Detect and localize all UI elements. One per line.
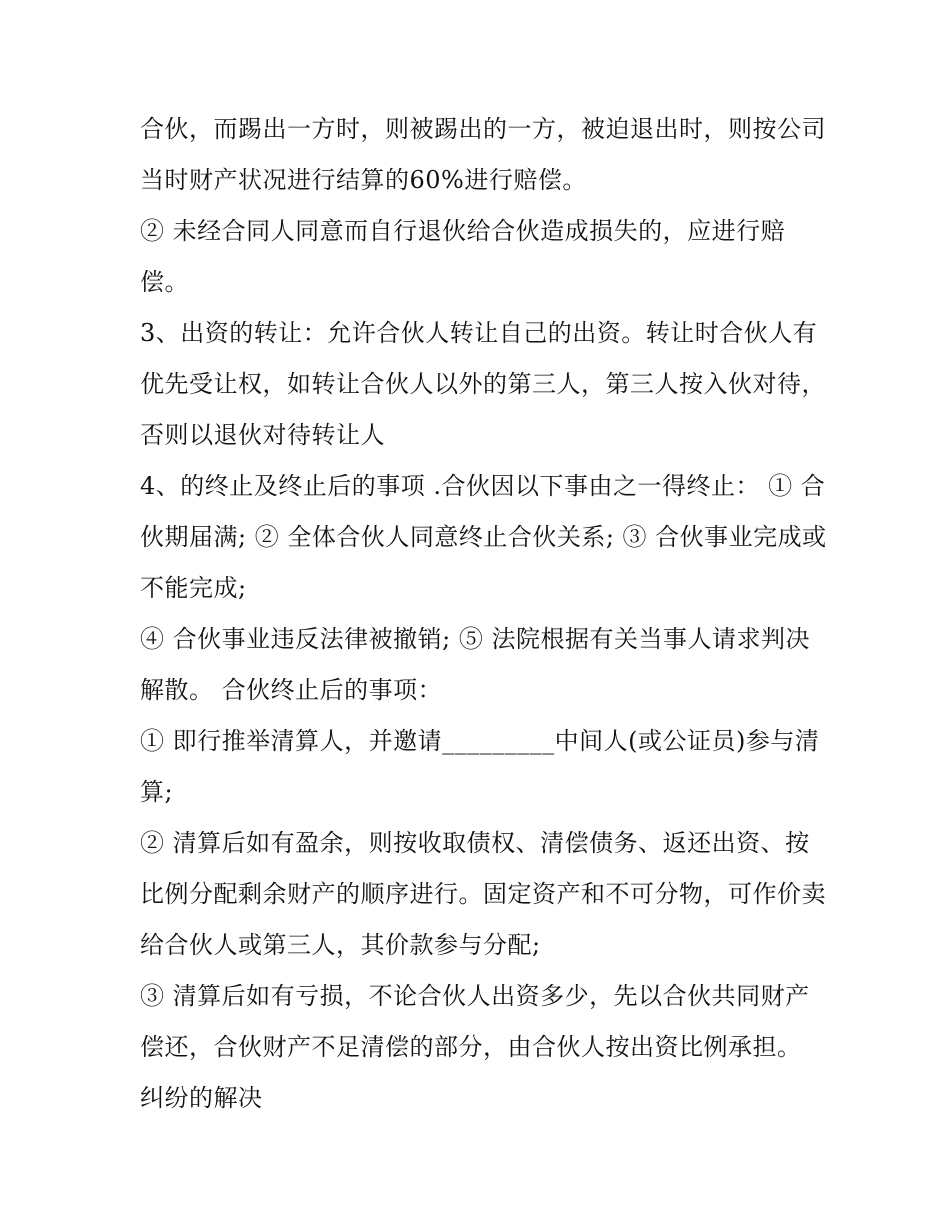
paragraph-liquidator: ① 即行推举清算人，并邀请_________中间人(或公证员)参与清算; [140, 727, 820, 806]
paragraph-loss: ③ 清算后如有亏损，不论合伙人出资多少，先以合伙共同财产偿还，合伙财产不足清偿的部分，由合伙人按出资比例承担。 纠纷的解决 [140, 982, 810, 1112]
paragraph-unauthorized-withdrawal: ② 未经合同人同意而自行退伙给合伙造成损失的，应进行赔偿。 [140, 217, 786, 296]
paragraph-termination-continued: ④ 合伙事业违反法律被撤销; ⑤ 法院根据有关当事人请求判决解散。 合伙终止后的事项： [140, 625, 810, 704]
paragraph-withdrawal-compensation: 合伙，而踢出一方时，则被踢出的一方，被迫退出时，则按公司当时财产状况进行结算的60%进行赔偿。 [140, 115, 826, 194]
paragraph-termination: 4、的终止及终止后的事项 .合伙因以下事由之一得终止： ① 合伙期届满; ② 全体合伙人同意终止合伙关系; ③ 合伙事业完成或不能完成; [140, 472, 827, 602]
paragraph-capital-transfer: 3、出资的转让：允许合伙人转让自己的出资。转让时合伙人有优先受让权，如转让合伙人以外的第三人，第三人按入伙对待，否则以退伙对待转让人 [140, 319, 826, 449]
paragraph-surplus: ② 清算后如有盈余，则按收取债权、清偿债务、返还出资、按比例分配剩余财产的顺序进行。固定资产和不可分物，可作价卖给合伙人或第三人，其价款参与分配; [140, 829, 826, 959]
document-body [140, 104, 830, 1124]
